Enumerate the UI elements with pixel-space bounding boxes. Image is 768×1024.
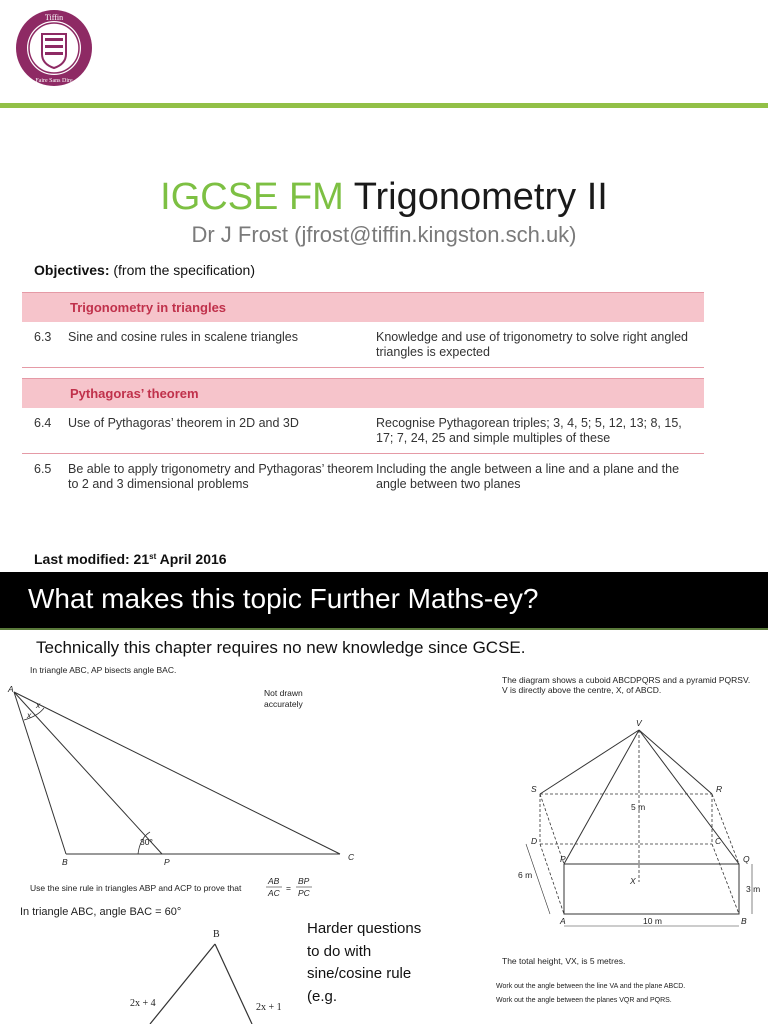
banner-title: What makes this topic Further Maths-ey? xyxy=(28,583,539,614)
bisector-ap xyxy=(14,692,162,854)
question-1: Work out the angle between the line VA and the plane ABCD. xyxy=(496,983,686,990)
specification-table xyxy=(22,292,704,499)
dim-length-label: 10 m xyxy=(643,916,662,926)
title-main: Trigonometry II xyxy=(343,176,608,218)
edge-vs xyxy=(540,730,639,794)
label-s: S xyxy=(531,784,537,794)
dim-depth-label: 6 m xyxy=(518,870,533,880)
side-ac xyxy=(14,692,340,854)
edge-vr xyxy=(639,730,712,794)
front-face xyxy=(564,864,739,914)
second-label-b: B xyxy=(213,929,220,940)
label-c: C xyxy=(348,852,355,862)
spec-description: Including the angle between a line and a plane and the angle between two planes xyxy=(376,462,680,491)
slide-title-text xyxy=(0,176,768,219)
spec-topic: Sine and cosine rules in scalene triangles xyxy=(68,330,298,344)
label-x2: x xyxy=(36,700,41,710)
author-subtitle: Dr J Frost (jfrost@tiffin.kingston.sch.uk) xyxy=(191,222,577,247)
spec-number: 6.4 xyxy=(34,416,52,430)
label-b: B xyxy=(62,857,68,867)
second-question: In triangle ABC, angle BAC = 60° xyxy=(20,906,182,918)
label-a: A xyxy=(8,684,14,694)
label-a: A xyxy=(560,916,566,926)
header-divider xyxy=(0,103,768,108)
second-label-left: 2x + 4 xyxy=(130,998,156,1009)
label-x1: x xyxy=(27,710,32,720)
spec-row-6-3 xyxy=(22,322,704,368)
label-d: D xyxy=(531,836,538,846)
right-intro-2: V is directly above the centre, X, of ABCD. xyxy=(502,685,662,695)
frac2-numerator: BP xyxy=(298,876,310,886)
label-v: V xyxy=(636,718,642,728)
label-b: B xyxy=(741,916,747,926)
not-drawn-line1: Not drawn xyxy=(264,688,303,698)
frac1-denominator: AC xyxy=(268,888,280,898)
banner-underline xyxy=(0,628,768,630)
side-ab xyxy=(14,692,66,854)
spec-description: Recognise Pythagorean triples; 3, 4, 5; 5, 12, 13; 8, 15, 17; 7, 24, 25 and simple multiples of these xyxy=(376,416,682,445)
question-2: Work out the angle between the planes VQR and PQRS. xyxy=(496,997,672,1004)
second-side-right xyxy=(215,944,252,1024)
frac1-numerator: AB xyxy=(268,876,280,886)
label-p: P xyxy=(164,857,170,867)
label-x: X xyxy=(630,876,636,886)
slide-banner xyxy=(0,572,768,628)
label-q: Q xyxy=(743,854,750,864)
cuboid-pyramid-figure xyxy=(488,668,768,1024)
objectives-label: Objectives: xyxy=(34,262,110,278)
figure-caption: In triangle ABC, AP bisects angle BAC. xyxy=(30,665,177,675)
title-accent: IGCSE FM xyxy=(160,176,344,218)
spec-row-6-5 xyxy=(22,454,704,499)
last-modified-sup: st xyxy=(149,552,157,561)
edge-cb xyxy=(712,844,739,914)
spec-topic: Use of Pythagoras’ theorem in 2D and 3D xyxy=(68,416,299,430)
prove-text: Use the sine rule in triangles ABP and ACP to prove that xyxy=(30,883,242,893)
objectives-note: (from the specification) xyxy=(109,262,255,278)
second-label-right: 2x + 1 xyxy=(256,1002,282,1013)
frac2-denominator: PC xyxy=(298,888,310,898)
last-modified-prefix: Last modified: 21 xyxy=(34,551,150,567)
equals-sign: = xyxy=(286,883,291,893)
last-modified-suffix: April 2016 xyxy=(156,551,227,567)
label-angle-30: 30° xyxy=(140,837,153,847)
harder-questions-text: Harder questions to do with sine/cosine rule (e.g. xyxy=(307,920,422,1005)
label-r: R xyxy=(716,784,723,794)
section-header-trigonometry: Trigonometry in triangles xyxy=(22,292,704,322)
spec-number: 6.3 xyxy=(34,330,52,344)
not-drawn-line2: accurately xyxy=(264,699,303,709)
intro-text: Technically this chapter requires no new knowledge since GCSE. xyxy=(36,638,526,657)
school-crest-logo xyxy=(14,8,94,88)
last-modified xyxy=(34,551,227,567)
spec-topic: Be able to apply trigonometry and Pythagoras’ theorem to 2 and 3 dimensional problems xyxy=(68,462,374,491)
section-header-pythagoras: Pythagoras’ theorem xyxy=(22,378,704,408)
total-height-text: The total height, VX, is 5 metres. xyxy=(502,956,626,966)
dim-side-label: 3 m xyxy=(746,884,761,894)
edge-vq xyxy=(639,730,739,864)
logo-top-text: Tiffin xyxy=(44,13,64,22)
slide-further-maths xyxy=(0,572,768,1024)
spec-number: 6.5 xyxy=(34,462,52,476)
logo-bottom-text: Faire Sans Dire xyxy=(35,78,73,84)
dim-height-label: 5 m xyxy=(631,802,646,812)
right-intro-1: The diagram shows a cuboid ABCDPQRS and a pyramid PQRSV. xyxy=(502,675,751,685)
label-c: C xyxy=(715,836,722,846)
objectives-heading xyxy=(34,262,255,278)
label-p: P xyxy=(560,854,566,864)
second-side-left xyxy=(150,944,215,1024)
spec-row-6-4 xyxy=(22,408,704,454)
spec-description: Knowledge and use of trigonometry to solve right angled triangles is expected xyxy=(376,330,688,359)
